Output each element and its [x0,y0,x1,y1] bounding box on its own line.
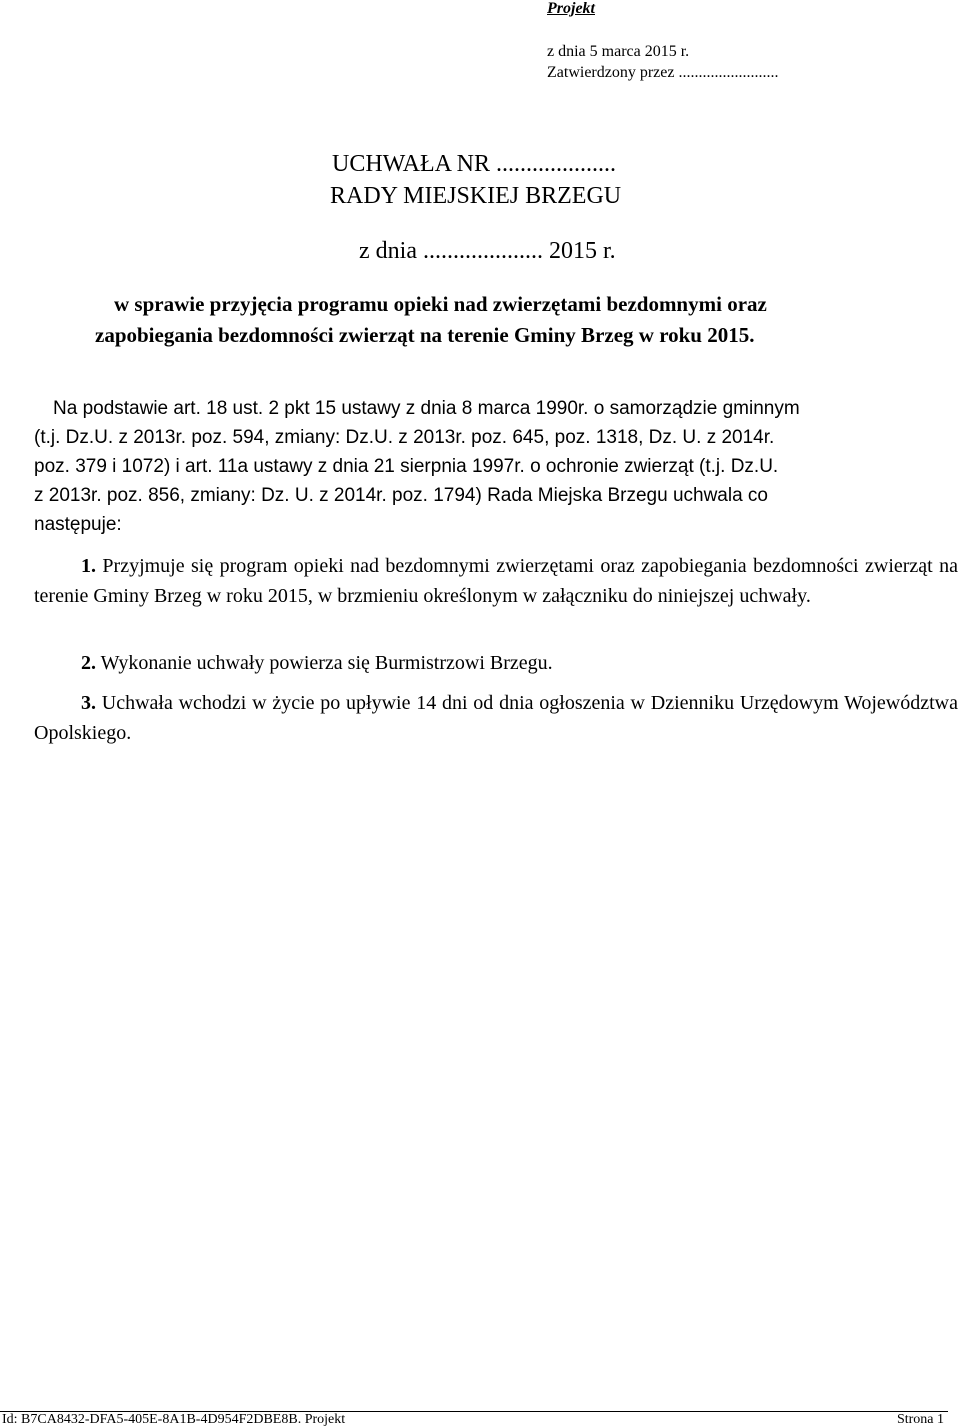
header-date: z dnia 5 marca 2015 r. [547,43,690,60]
council-name: RADY MIEJSKIEJ BRZEGU [330,183,622,209]
subject-line-1: w sprawie przyjęcia programu opieki nad zwierzętami bezdomnymi oraz [114,292,767,316]
page-number: Strona 1 [896,1412,944,1427]
paragraph-1-number: 1. [81,555,96,577]
paragraph-2 [81,648,553,678]
paragraph-1 [34,551,958,611]
paragraph-2-text: Wykonanie uchwały powierza się Burmistrzowi Brzegu. [100,652,553,674]
legal-basis-line-1: Na podstawie art. 18 ust. 2 pkt 15 ustawy z dnia 8 marca 1990r. o samorządzie gminnym [53,398,800,419]
header-approved: Zatwierdzony przez ......................... [547,64,779,81]
paragraph-2-number: 2. [81,652,96,674]
paragraph-3 [34,688,958,748]
subject-line-2: zapobiegania bezdomności zwierząt na terenie Gminy Brzeg w roku 2015. [95,323,755,347]
resolution-date: z dnia .................... 2015 r. [359,238,616,264]
legal-basis-line-4: z 2013r. poz. 856, zmiany: Dz. U. z 2014r. poz. 1794) Rada Miejska Brzegu uchwala co [34,485,768,506]
legal-basis-line-3: poz. 379 i 1072) i art. 11a ustawy z dnia 21 sierpnia 1997r. o ochronie zwierząt (t.j. Dz.U. [34,456,779,477]
document-id: Id: B7CA8432-DFA5-405E-8A1B-4D954F2DBE8B. Projekt [2,1412,346,1427]
paragraph-1-text: Przyjmuje się program opieki nad bezdomnymi zwierzętami oraz zapobiegania bezdomności zwierząt na terenie Gminy Brzeg w roku 2015, w brzmieniu określonym w załączniku do niniejszej uchwały. [34,555,958,607]
paragraph-3-number: 3. [81,692,96,714]
paragraph-3-text: Uchwała wchodzi w życie po upływie 14 dni od dnia ogłoszenia w Dzienniku Urzędowym Województwa Opolskiego. [34,692,958,744]
resolution-number: UCHWAŁA NR .................... [332,151,617,177]
draft-label: Projekt [547,0,595,17]
legal-basis-line-2: (t.j. Dz.U. z 2013r. poz. 594, zmiany: Dz.U. z 2013r. poz. 645, poz. 1318, Dz. U. z 2014r. [34,427,775,448]
legal-basis-line-5: następuje: [34,514,122,535]
